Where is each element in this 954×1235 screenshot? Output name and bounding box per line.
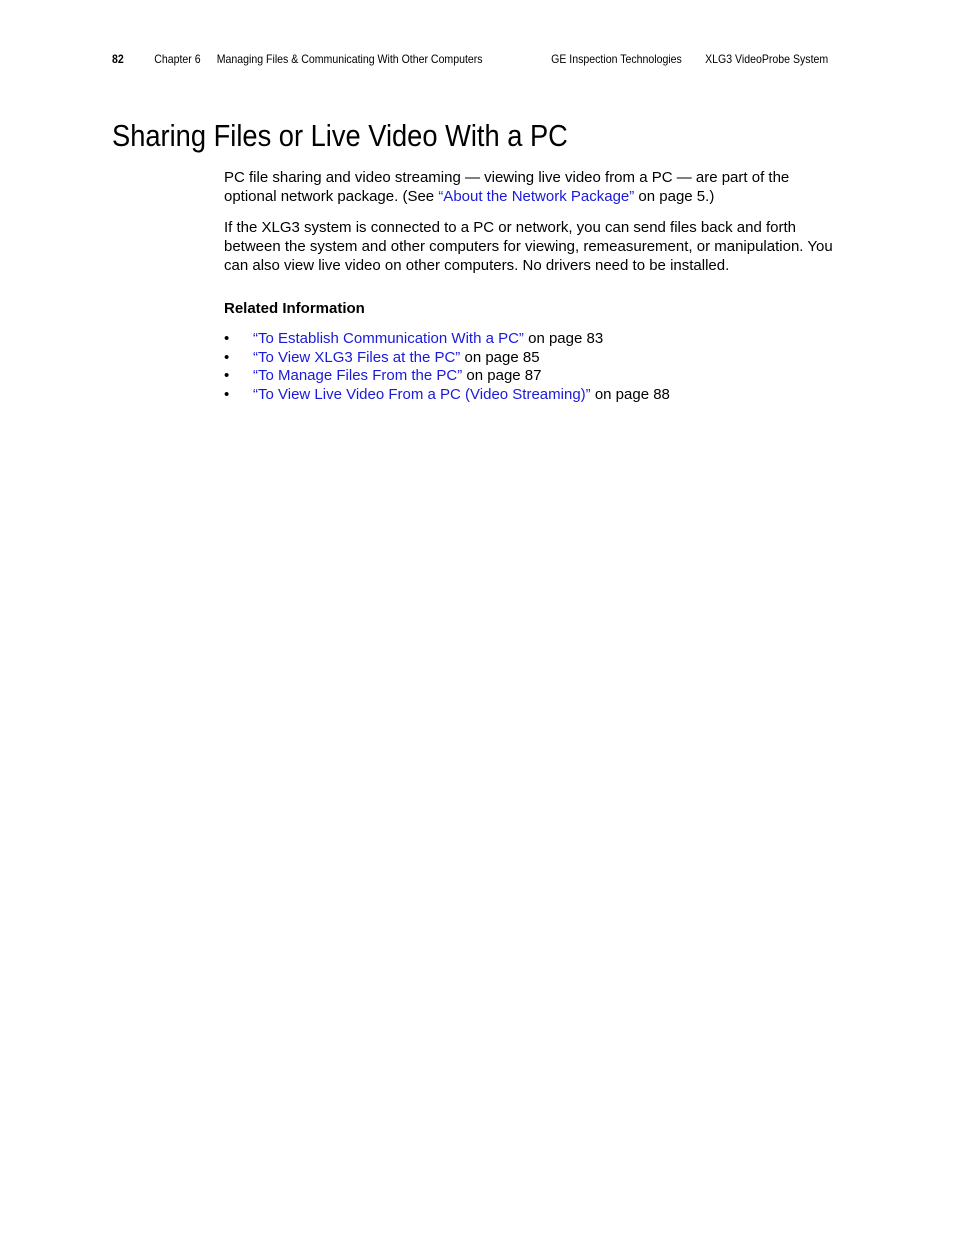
bullet: •: [224, 330, 230, 347]
establish-communication-link[interactable]: “To Establish Communication With a PC”: [253, 330, 524, 347]
page-reference: on page 85: [460, 348, 540, 366]
intro-text-after-link: on page 5.): [634, 188, 715, 205]
video-streaming-link[interactable]: “To View Live Video From a PC (Video Streaming)”: [253, 386, 591, 404]
page-reference: on page 88: [590, 386, 670, 404]
bullet: •: [224, 386, 230, 404]
header-chapter: Chapter 6: [154, 52, 201, 66]
section-title: Sharing Files or Live Video With a PC: [112, 118, 568, 153]
manage-files-link[interactable]: “To Manage Files From the PC”: [253, 367, 463, 385]
header-product: XLG3 VideoProbe System: [705, 52, 829, 66]
related-information-heading: Related Information: [224, 300, 365, 317]
list-item: [224, 367, 834, 386]
header-chapter-title: Managing Files & Communicating With Other Computers: [216, 52, 483, 66]
bullet: •: [224, 367, 230, 385]
description-paragraph: If the XLG3 system is connected to a PC or network, you can send files back and forth between the system and other computers for viewing, remeasurement, or manipulation. You can also view live video on other computers. No drivers need to be installed.: [224, 219, 833, 274]
related-information-list: [224, 330, 834, 405]
network-package-link[interactable]: “About the Network Package”: [438, 188, 635, 205]
header-page-number: 82: [112, 52, 124, 66]
list-item: [224, 386, 834, 405]
view-files-link[interactable]: “To View XLG3 Files at the PC”: [253, 348, 461, 366]
list-item: [224, 330, 834, 349]
intro-paragraph: [224, 168, 834, 206]
list-item: [224, 349, 834, 368]
page-reference: on page 83: [523, 330, 604, 347]
header-company: GE Inspection Technologies: [551, 52, 682, 66]
bullet: •: [224, 348, 230, 366]
intro-text-before-link: PC file sharing and video streaming — viewing live video from a PC — are part of the optional network package. (See: [224, 169, 790, 205]
running-header: [112, 52, 829, 70]
page-reference: on page 87: [462, 367, 542, 385]
